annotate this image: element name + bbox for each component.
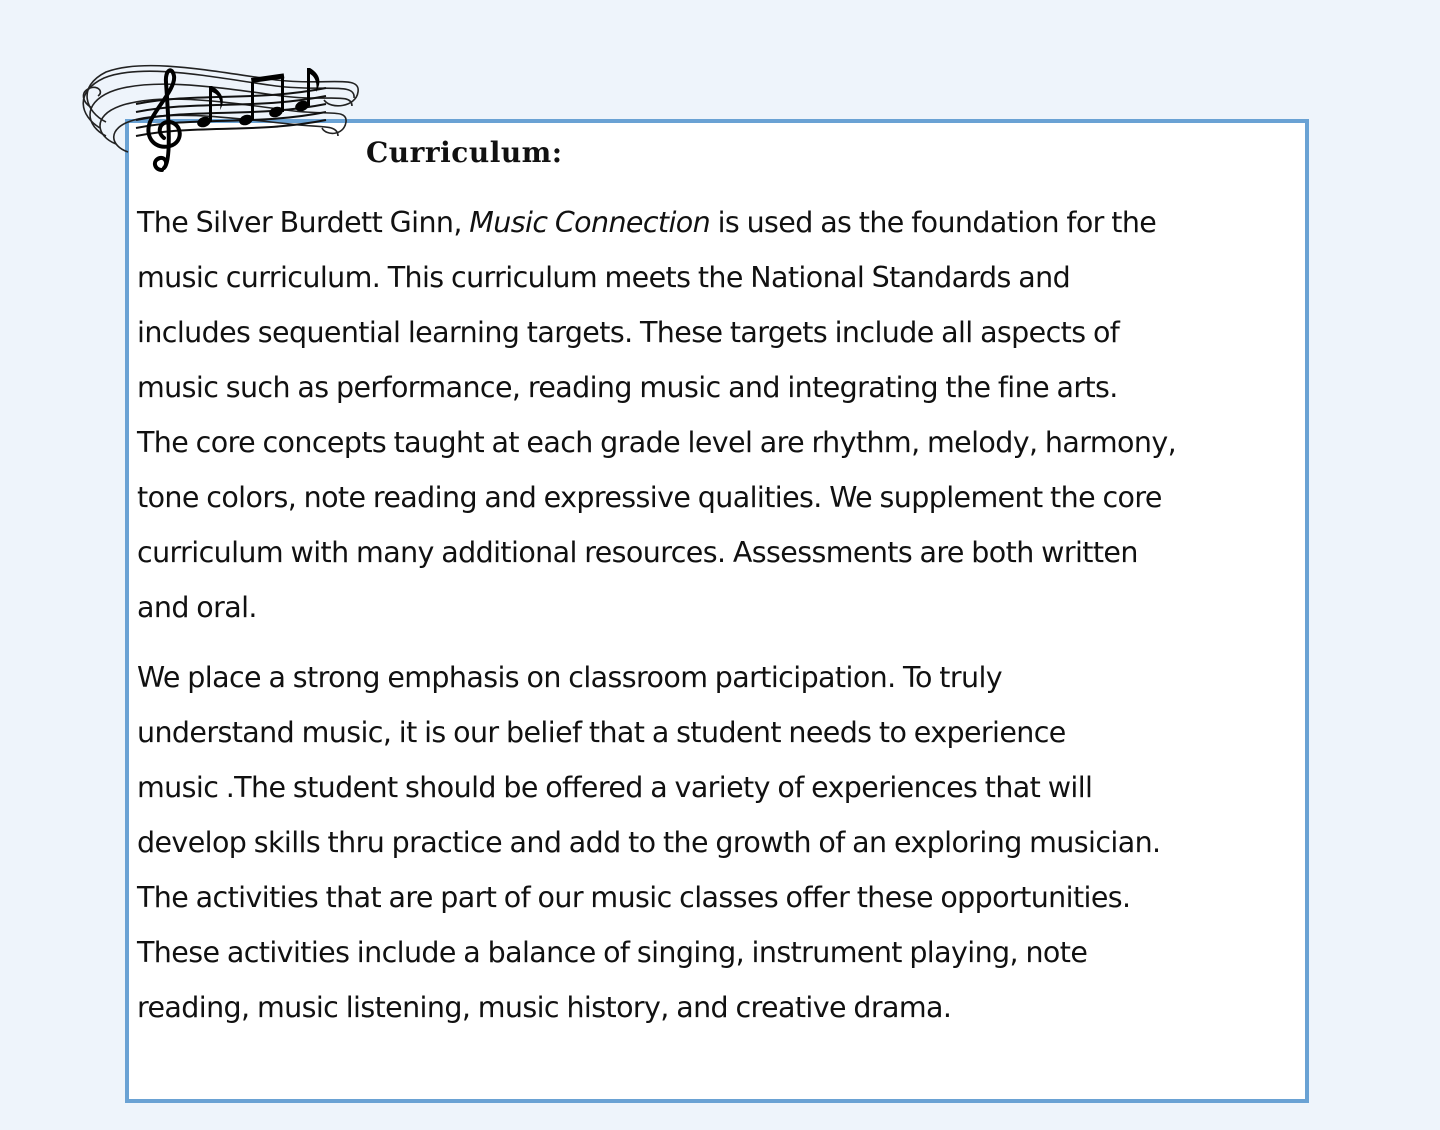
music-staff-treble-clef-icon (76, 52, 366, 182)
text-line: includes sequential learning targets. These targets include all aspects of (137, 316, 1120, 349)
text-line: music curriculum. This curriculum meets the National Standards and (137, 261, 1071, 294)
book-title: Music Connection (469, 206, 711, 239)
text-line: The activities that are part of our music classes offer these opportunities. (137, 881, 1131, 914)
text-line: music such as performance, reading music and integrating the fine arts. (137, 371, 1118, 404)
paragraph-spacer (137, 635, 1297, 650)
paragraph-curriculum (137, 195, 1297, 635)
text-line: These activities include a balance of singing, instrument playing, note (137, 936, 1088, 969)
text-line: The Silver Burdett Ginn, Music Connection is used as the foundation for the (137, 206, 1157, 239)
text-line: The core concepts taught at each grade level are rhythm, melody, harmony, (137, 426, 1177, 459)
text-line: curriculum with many additional resources. Assessments are both written (137, 536, 1138, 569)
text-line: reading, music listening, music history, and creative drama. (137, 991, 952, 1024)
paragraph-participation (137, 650, 1297, 1035)
body-text (137, 195, 1297, 1035)
section-heading: Curriculum: (366, 136, 563, 169)
text-line: tone colors, note reading and expressive qualities. We supplement the core (137, 481, 1162, 514)
text-line: and oral. (137, 591, 257, 624)
text-line: understand music, it is our belief that a student needs to experience (137, 716, 1066, 749)
text-line: We place a strong emphasis on classroom participation. To truly (137, 661, 1003, 694)
text-line: develop skills thru practice and add to the growth of an exploring musician. (137, 826, 1161, 859)
text-line: music .The student should be offered a variety of experiences that will (137, 771, 1093, 804)
